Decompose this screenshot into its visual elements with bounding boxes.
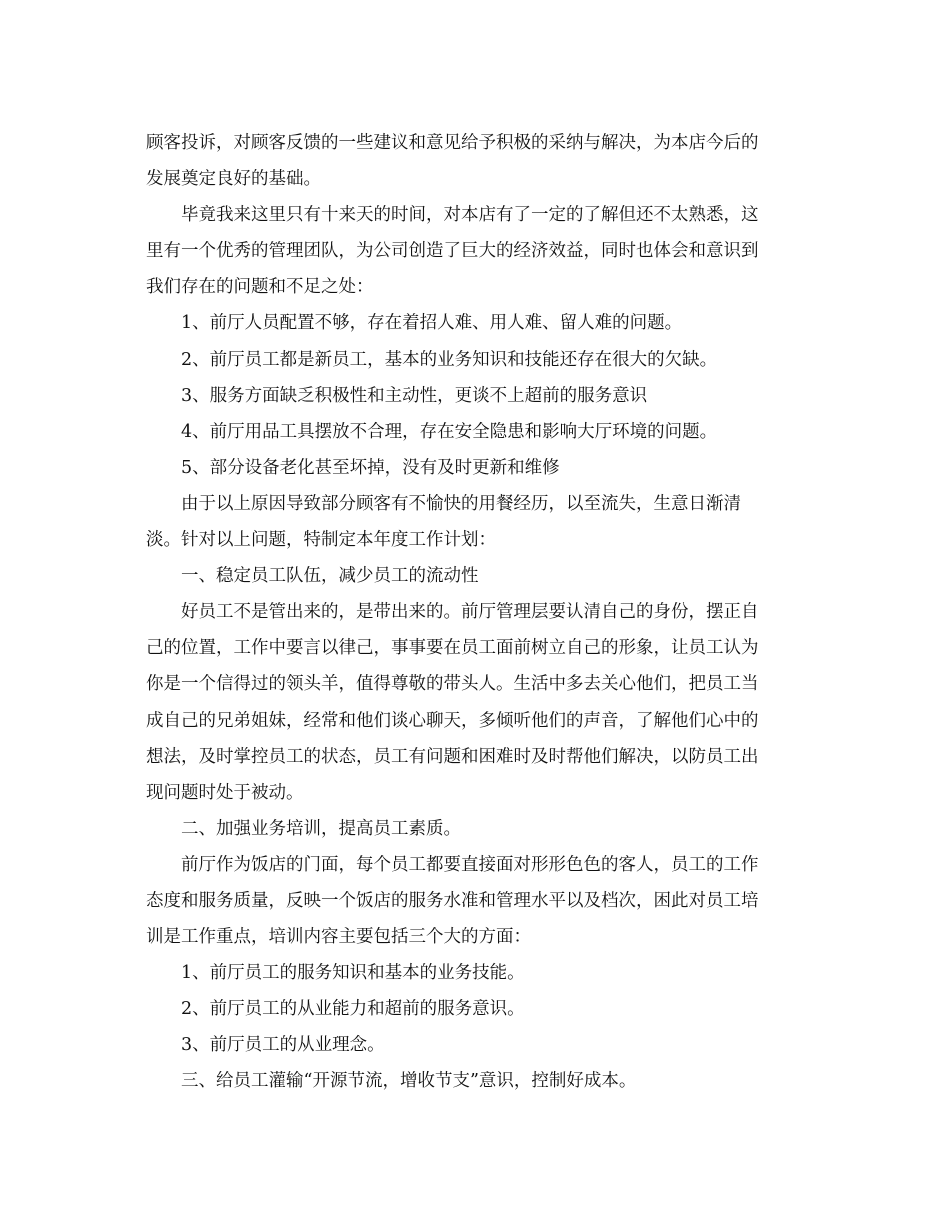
text-line: 1、前厅员工的服务知识和基本的业务技能。 — [181, 963, 525, 984]
text-line: 毕竟我来这里只有十来天的时间，对本店有了一定的了解但还不太熟悉，这 — [181, 205, 759, 226]
section-heading — [146, 811, 806, 847]
list-item — [146, 378, 806, 414]
section-heading — [146, 1063, 806, 1099]
text-line: 由于以上原因导致部分顾客有不愉快的用餐经历，以至流失，生意日渐清 — [181, 493, 741, 514]
text-line: 好员工不是管出来的，是带出来的。前厅管理层要认清自己的身份，摆正自 — [181, 602, 759, 623]
list-item — [146, 1027, 806, 1063]
text-line: 你是一个信得过的领头羊，值得尊敬的带头人。生活中多去关心他们，把员工当 — [146, 674, 759, 695]
text-line: 5、部分设备老化甚至坏掉，没有及时更新和维修 — [181, 457, 560, 478]
text-line: 我们存在的问题和不足之处： — [146, 277, 374, 298]
list-item — [146, 955, 806, 991]
text-line: 训是工作重点，培训内容主要包括三个大的方面： — [146, 927, 531, 948]
list-item — [146, 414, 806, 450]
section-heading — [146, 558, 806, 594]
document-body — [146, 125, 806, 1100]
paragraph — [146, 486, 806, 522]
text-line: 淡。针对以上问题，特制定本年度工作计划： — [146, 530, 496, 551]
text-line: 现问题时处于被动。 — [146, 782, 304, 803]
text-line: 2、前厅员工的从业能力和超前的服务意识。 — [181, 999, 525, 1020]
text-line: 态度和服务质量，反映一个饭店的服务水准和管理水平以及档次，困此对员工培 — [146, 890, 759, 911]
text-line: 一、稳定员工队伍，减少员工的流动性 — [181, 566, 479, 587]
text-line: 4、前厅用品工具摆放不合理，存在安全隐患和影响大厅环境的问题。 — [181, 421, 718, 442]
paragraph — [146, 847, 806, 883]
text-line: 二、加强业务培训，提高员工素质。 — [181, 818, 461, 839]
text-line: 己的位置，工作中要言以律己，事事要在员工面前树立自己的形象，让员工认为 — [146, 638, 759, 659]
paragraph — [146, 594, 806, 630]
list-item — [146, 991, 806, 1027]
text-line: 2、前厅员工都是新员工，基本的业务知识和技能还存在很大的欠缺。 — [181, 349, 718, 370]
paragraph — [146, 197, 806, 233]
text-line: 3、前厅员工的从业理念。 — [181, 1035, 385, 1056]
paragraph-continuation — [146, 522, 806, 558]
text-line: 发展奠定良好的基础。 — [146, 169, 321, 190]
paragraph-continuation — [146, 630, 806, 810]
text-line: 顾客投诉，对顾客反馈的一些建议和意见给予积极的采纳与解决，为本店今后的 — [146, 133, 759, 153]
list-item — [146, 342, 806, 378]
list-item — [146, 305, 806, 341]
text-line: 前厅作为饭店的门面，每个员工都要直接面对形形色色的客人，员工的工作 — [181, 854, 759, 875]
paragraph — [146, 125, 806, 197]
text-line: 里有一个优秀的管理团队，为公司创造了巨大的经济效益，同时也体会和意识到 — [146, 241, 759, 262]
text-line: 成自己的兄弟姐妹，经常和他们谈心聊天，多倾听他们的声音，了解他们心中的 — [146, 710, 759, 731]
text-line: 想法，及时掌控员工的状态，员工有问题和困难时及时帮他们解决，以防员工出 — [146, 746, 759, 767]
text-line: 三、给员工灌输“开源节流，增收节支”意识，控制好成本。 — [181, 1071, 637, 1092]
text-line: 1、前厅人员配置不够，存在着招人难、用人难、留人难的问题。 — [181, 313, 683, 334]
paragraph-continuation — [146, 883, 806, 955]
list-item — [146, 450, 806, 486]
paragraph-continuation — [146, 233, 806, 305]
text-line: 3、服务方面缺乏积极性和主动性，更谈不上超前的服务意识 — [181, 385, 648, 406]
